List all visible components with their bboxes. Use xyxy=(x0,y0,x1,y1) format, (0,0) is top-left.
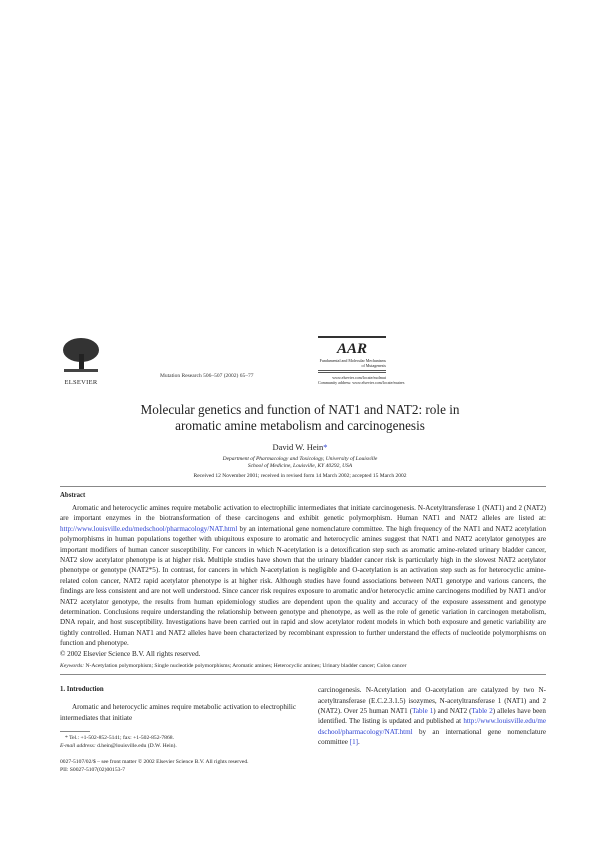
table-1-link[interactable]: Table 1 xyxy=(412,706,434,715)
intro-text-e: . xyxy=(358,738,360,747)
journal-web-2: Community address: www.elsevier.com/locate/mutres xyxy=(318,380,405,385)
intro-right-text xyxy=(318,685,546,750)
journal-logo-caption: Fundamental and Molecular Mechanisms of Mutagenesis xyxy=(319,358,386,368)
intro-left-column xyxy=(60,685,296,750)
author-name: David W. Hein xyxy=(272,442,324,452)
abstract-part-1: Aromatic and heterocyclic amines require metabolic activation to electrophilic intermediates that initiate carcinogenesis. N-Acetyltransferase 1 (NAT1) and 2 (NAT2) are important enzymes in the biotransformation of these carcinogens and exhibit genetic polymorphism. Human NAT1 and NAT2 alleles are listed at: xyxy=(60,504,546,523)
issn-line: 0027-5107/02/$ – see front matter © 2002 Elsevier Science B.V. All rights reserved. xyxy=(60,758,249,765)
intro-heading: 1. Introduction xyxy=(60,686,104,694)
author-footnote-link[interactable]: * xyxy=(323,442,328,452)
received-dates: Received 12 November 2001; received in revised form 14 March 2002; accepted 15 March 2002 xyxy=(193,473,407,479)
abstract-heading: Abstract xyxy=(60,492,86,499)
journal-web: www.elsevier.com/locate/molmut xyxy=(332,375,386,380)
divider xyxy=(60,486,546,487)
affiliation xyxy=(0,456,600,470)
email-address: d.hein@louisville.edu (D.W. Hein). xyxy=(95,742,177,749)
intro-text-b: ) and NAT2 ( xyxy=(433,706,472,715)
email-label: E-mail address: xyxy=(60,742,96,749)
nat-nomenclature-link[interactable]: http://www.louisville.edu/medschool/pharmacology/NAT.html xyxy=(318,717,546,736)
abstract-part-2: by an international gene nomenclature committee. The high frequency of the NAT1 and NAT2 acetylation polymorphisms in human populations together with ubiquitous exposure to aromatic and heterocyclic amines suggest that NAT1 and NAT2 acetylator genotypes are important modifiers of human cancer susceptibility. For cancers in which N-acetylation is a detoxification step such as aromatic amine-related urinary bladder cancer, NAT2 slow acetylator phenotype is at higher risk. Multiple studies have shown that the urinary bladder cancer risk is particularly high in the slowest NAT2 acetylator phenotype or genotype (NAT2*5). In contrast, for cancers in which N-acetylation is negligible and O-acetylation is an activation step such as for heterocyclic amine-related colon cancer, NAT2 rapid acetylator phenotype is at higher risk. Although studies have found associations between NAT1 genotype and various cancers, the findings are less consistent and are not well understood. Since cancer risk requires exposure to aromatic and/or heterocyclic amine carcinogens modified by NAT1 and/or NAT2 acetylator genotype, the results from human epidemiology studies are dependent upon the quality and accuracy of the exposure assessment and genotype determination. Conclusions require understanding the relationship between genotype and phenotype, as well as the role of genetic variation in carcinogen metabolism, DNA repair, and host susceptibility. Investigations have been carried out in rapid and slow acetylator rodent models in which both exposure and genetic variability are tightly controlled. Human NAT1 and NAT2 alleles have been characterized by recombinant expression to further understand the effects of nucleotide polymorphisms on function and phenotype. xyxy=(60,524,546,648)
keywords-label: Keywords: xyxy=(60,663,85,670)
intro-columns xyxy=(60,685,546,750)
page-footer xyxy=(60,758,546,774)
journal-citation: Mutation Research 506–507 (2002) 65–77 xyxy=(160,373,254,379)
author-footnote xyxy=(60,734,296,750)
abstract-text xyxy=(60,503,546,649)
intro-text-a: carcinogenesis. N-Acetylation and O-acetylation are catalyzed by two N-acetyltransferase (E.C.2.3.1.5) isozymes, N-acetyltransferase 1 (NAT1) and 2 (NAT2). Over 25 human NAT1 ( xyxy=(318,686,546,715)
nat-alleles-link[interactable]: http://www.louisville.edu/medschool/pharmacology/NAT.html xyxy=(60,524,238,533)
abstract-copyright: © 2002 Elsevier Science B.V. All rights reserved. xyxy=(60,649,201,658)
intro-text-d: by an international gene nomenclature committee xyxy=(318,727,546,747)
elsevier-wordmark: ELSEVIER xyxy=(64,379,98,386)
elsevier-tree-icon xyxy=(60,336,102,374)
pii-line: PII: S0027-5107(02)00153-7 xyxy=(60,766,126,773)
elsevier-logo xyxy=(60,336,102,386)
keywords-list: N-Acetylation polymorphism; Single nucleotide polymorphisms; Aromatic amines; Heterocyclic amines; Urinary bladder cancer; Colon cancer xyxy=(85,663,407,670)
journal-logo xyxy=(318,336,405,385)
footnote-rule xyxy=(60,731,90,732)
table-2-link[interactable]: Table 2 xyxy=(471,706,493,715)
article-body xyxy=(60,486,546,774)
title-line-1: Molecular genetics and function of NAT1 and NAT2: role in xyxy=(140,402,460,417)
affiliation-line-1: Department of Pharmacology and Toxicology, University of Louisville xyxy=(222,456,378,462)
keywords xyxy=(60,662,546,670)
article-title xyxy=(0,402,600,434)
reference-1-link[interactable]: [1] xyxy=(349,738,358,747)
divider xyxy=(60,674,546,675)
intro-left-text: Aromatic and heterocyclic amines require metabolic activation to electrophilic intermediates that initiate xyxy=(60,703,296,722)
intro-text-c: ) alleles have been identified. The listing is updated and published at xyxy=(318,706,546,726)
aar-logo-text: AAR xyxy=(336,341,367,357)
footnote-tel: * Tel.: +1-502-852-5141; fax: +1-502-852-7868. xyxy=(65,734,174,741)
author xyxy=(0,442,600,452)
affiliation-line-2: School of Medicine, Louisville, KY 40292, USA xyxy=(247,463,353,469)
title-line-2: aromatic amine metabolism and carcinogenesis xyxy=(175,418,425,433)
